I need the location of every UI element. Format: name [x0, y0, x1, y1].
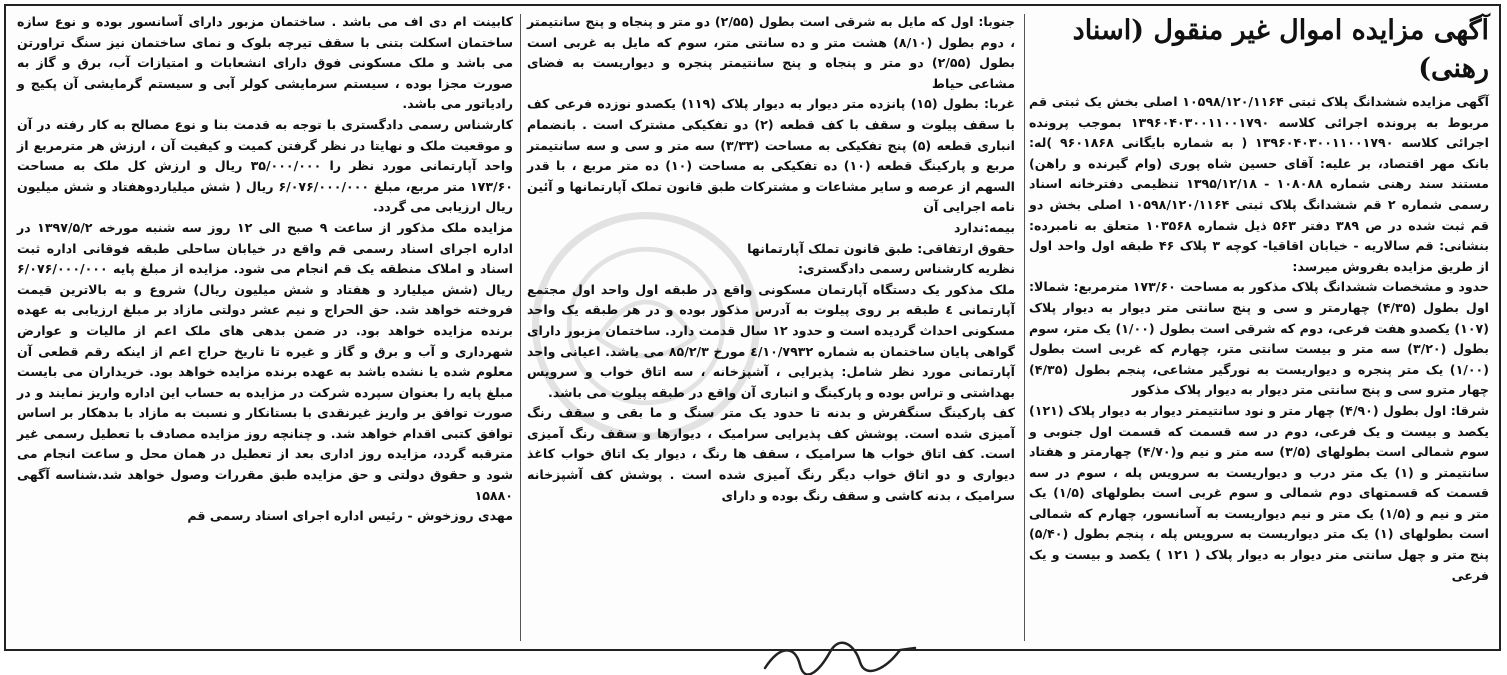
handwritten-mark-icon — [760, 640, 920, 675]
ad-valuation: کارشناس رسمی دادگستری با توجه به قدمت بنا و نوع مصالح به کار رفته در آن و موقعیت ملک و نهایتا در نظر گرفتن کمیت و کیفیت آن ، ارزش هر مترمربع از واحد آپارتمانی مورد نظر را ۳۵/۰۰۰/۰۰۰ ریال و ارزش کل ملک به مساحت ۱۷۳/۶۰ متر مربع، مبلغ ۶/۰۷۶/۰۰۰/۰۰۰ ریال ( شش میلیاردوهفتاد و شش میلیون ریال ارزیابی می گردد. — [17, 116, 513, 215]
column-1 — [1023, 12, 1495, 643]
ad-expert-heading: نظریه کارشناس رسمی دادگستری: — [797, 261, 1015, 277]
column-3 — [11, 12, 519, 643]
ad-west-boundary: غربا: بطول (۱۵) پانزده متر دیوار به دیوار پلاک (۱۱۹) یکصدو نوزده فرعی کف با سقف پیلوت و سقف با کف قطعه (۲) دو تفکیکی مشترک است . بانضمام انباری قطعه (۵) پنج تفکیکی به مساحت (۳/۳۳) سه متر و سی و سه سانتیمتر مربع و پارکینگ قطعه (۱۰) ده تفکیکی به مساحت (۱۰) ده متر مربع ، با قدر السهم از عرصه و سایر مشاعات و مشترکات طبق قانون تملک آپارتمانها و آئین نامه اجرایی آن — [527, 96, 1015, 215]
ad-easement-rights: حقوق ارتفاقی: طبق قانون تملک آپارتمانها — [747, 240, 1015, 256]
ad-insurance: بیمه:ندارد — [953, 219, 1015, 235]
column-divider — [1024, 14, 1025, 641]
ad-intro-paragraph: آگهی مزایده ششدانگ پلاک ثبتی ۱۰۵۹۸/۱۲۰/۱۱۶۴ اصلی بخش یک ثبتی قم مربوط به پرونده اجرائی کلاسه ۱۳۹۶۰۴۰۳۰۰۱۱۰۰۱۷۹۰ بموجب پرونده اجرائی کلاسه ۱۳۹۶۰۴۰۳۰۰۱۱۰۰۱۷۹۰ ( به شماره بایگانی ۹۶۰۱۸۶۸ )له: بانک مهر اقتصاد، بر علیه: آقای حسین شاه پوری (وام گیرنده و راهن) مستند سند رهنی شماره ۱۰۸۰۸۸ - ۱۳۹۵/۱۲/۱۸ تنظیمی دفترخانه اسناد رسمی شماره ۲ قم ششدانگ پلاک ثبتی ۱۰۵۹۸/۱۲۰/۱۱۶۴ اصلی بخش دو قم ثبت شده در ص ۳۸۹ دفتر ۵۶۳ ذیل شماره ۱۰۳۵۶۸ متعلق به نامبرده: بنشانی: قم سالاریه - خیابان اقاقیا- کوچه ۳ پلاک ۴۶ طبقه اول واحد اول از طریق مزایده بفروش میرسد: — [1029, 94, 1490, 274]
watermark-seal-icon — [526, 206, 766, 446]
ad-signature: مهدی روزخوش - رئیس اداره اجرای اسناد رسمی قم — [187, 508, 513, 524]
ad-title: آگهی مزایده اموال غیر منقول (اسناد رهنی) — [1072, 15, 1489, 84]
column-divider — [520, 14, 521, 641]
advertisement-frame — [4, 4, 1501, 651]
ad-building-details: کابینت ام دی اف می باشد . ساختمان مزبور دارای آسانسور بوده و نوع سازه ساختمان اسکلت بتنی با سقف تیرچه بلوک و نمای ساختمان نیز سنگ تراورتن می باشد و ملک مسکونی فوق دارای انشعابات و امتیازات آب، برق و گاز به صورت مجزا بوده ، سیستم سرمایشی کولر آبی و سیستم گرمایشی آن پکیج و رادیاتور می باشد. — [17, 14, 513, 112]
ad-expert-description: ملک مذکور یک دستگاه آپارتمان مسکونی واقع در طبقه اول واحد اول مجتمع آپارتمانی ٤ طبقه بر روی پیلوت به آدرس مذکور بوده و در هر طبقه یک واحد مسکونی احداث گردیده است و حدود ۱۲ سال قدمت دارد. ساختمان مزبور دارای گواهی پایان ساختمان به شماره ٤/۱۰/۷۹۳۲ مورخ ۸۵/۲/۳ می باشد. اعیانی واحد آپارتمانی مورد نظر شامل: پذیرایی ، آشپزخانه ، سه اتاق خواب و سرویس بهداشتی و تراس بوده و پارکینگ و انباری آن واقع در طبقه پیلوت می باشد. — [527, 281, 1016, 400]
ad-east-boundary: شرقا: اول بطول (۴/۹۰) چهار متر و نود سانتیمتر دیوار به دیوار پلاک (۱۲۱) یکصد و بیست و یک فرعی، دوم در سه قسمت که قسمت اول جنوبی و سوم شمالی است بطولهای (۳/۵) سه متر و نیم و(۴/۷۰) چهارمتر و هفتاد سانتیمتر و (۱) یک متر درب و دیواریست به سرویس پله ، سوم در سه قسمت که قسمتهای دوم شمالی و سوم غربی است بطولهای (۱/۵) یک متر و نیم و (۱/۵) یک متر و نیم دیواریست به آسانسور، چهارم که شمالی است بطولهای (۱) یک متر دیواریست به سرویس پله ، پنجم بطول (۵/۴۰) پنج متر و چهل سانتی متر دیوار به دیوار پلاک ( ۱۲۱ ) یکصد و بیست و یک فرعی — [1029, 402, 1490, 583]
ad-north-boundary: حدود و مشخصات ششدانگ پلاک مذکور به مساحت ۱۷۳/۶۰ مترمربع: شمالا: اول بطول (۴/۳۵) چهارمتر و سی و پنج سانتی متر دیوار به دیوار پلاک (۱۰۷) یکصدو هفت فرعی، دوم که شرقی است بطول (۱/۰۰) یک متر، سوم بطول (۳/۲۰) سه متر و بیست سانتی متر، چهارم که غربی است بطول (۱/۰۰) یک متر پنجره و دیواریست به نورگیر مشاعی، پنجم بطول (۴/۳۵) چهار مترو سی و پنج سانتی متر دیوار به دیوار پلاک مذکور — [1029, 279, 1489, 398]
ad-south-boundary: جنوبا: اول که مایل به شرقی است بطول (۲/۵۵) دو متر و پنجاه و پنج سانتیمتر ، دوم بطول (۸/۱۰) هشت متر و ده سانتی متر، سوم که مایل به غربی است بطول (۲/۵۵) دو متر و پنجاه و پنج سانتیمتر پنجره و دیواریست به فضای مشاعی حیاط — [527, 14, 1015, 91]
ad-auction-terms: مزایده ملک مذکور از ساعت ۹ صبح الی ۱۲ روز سه شنبه مورخه ۱۳۹۷/۵/۲ در اداره اجرای اسناد رسمی قم واقع در خیابان ساحلی طبقه فوقانی اداره ثبت اسناد و املاک منطقه یک قم انجام می شود. مزایده از مبلغ پایه ۶/۰۷۶/۰۰۰/۰۰۰ ریال (شش میلیارد و هفتاد و شش میلیون ریال) شروع و به بالاترین قیمت فروخته خواهد شد. حق الحراج و نیم عشر دولتی مازاد بر مبلغ ارزیابی به عهده برنده مزایده خواهد بود. در ضمن بدهی های ملک اعم از مالیات و عوارض شهرداری و آب و برق و گاز و غیره تا تاریخ حراج اعم از اینکه رقم قطعی آن معلوم شده یا نشده باشد به عهده برنده مزایده خواهد بود. خریداران می بایست مبلغ پایه را بعنوان سپرده شرکت در مزایده به حساب این اداره واریز نمایند و در صورت توافق بر واریز غیرنقدی با بستانکار و نسبت به مازاد با بدهکار بر اساس توافق کتبی اقدام خواهد شد. و چنانچه روز مزایده مصادف با تعطیل رسمی غیر مترقبه گردد، مزایده روز اداری بعد از تعطیل در همان محل و ساعت انجام می شود و حقوق دولتی و حق مزایده طبق مقررات وصول خواهد شد.شناسه آگهی ۱۵۸۸۰ — [17, 219, 514, 503]
ad-finishing-description: کف پارکینگ سنگفرش و بدنه تا حدود یک متر سنگ و ما بقی و سقف رنگ آمیزی شده است. پوشش کف پذیرایی سرامیک ، دیوارها و سقف رنگ آمیزی است. کف اتاق خواب ها سرامیک ، سقف ها رنگ ، دیوار یک اتاق خواب کاغذ دیواری و دو اتاق خواب دیگر رنگ آمیزی شده است . پوشش کف آشپزخانه سرامیک ، بدنه کاشی و سقف رنگ بوده و دارای — [527, 405, 1015, 503]
